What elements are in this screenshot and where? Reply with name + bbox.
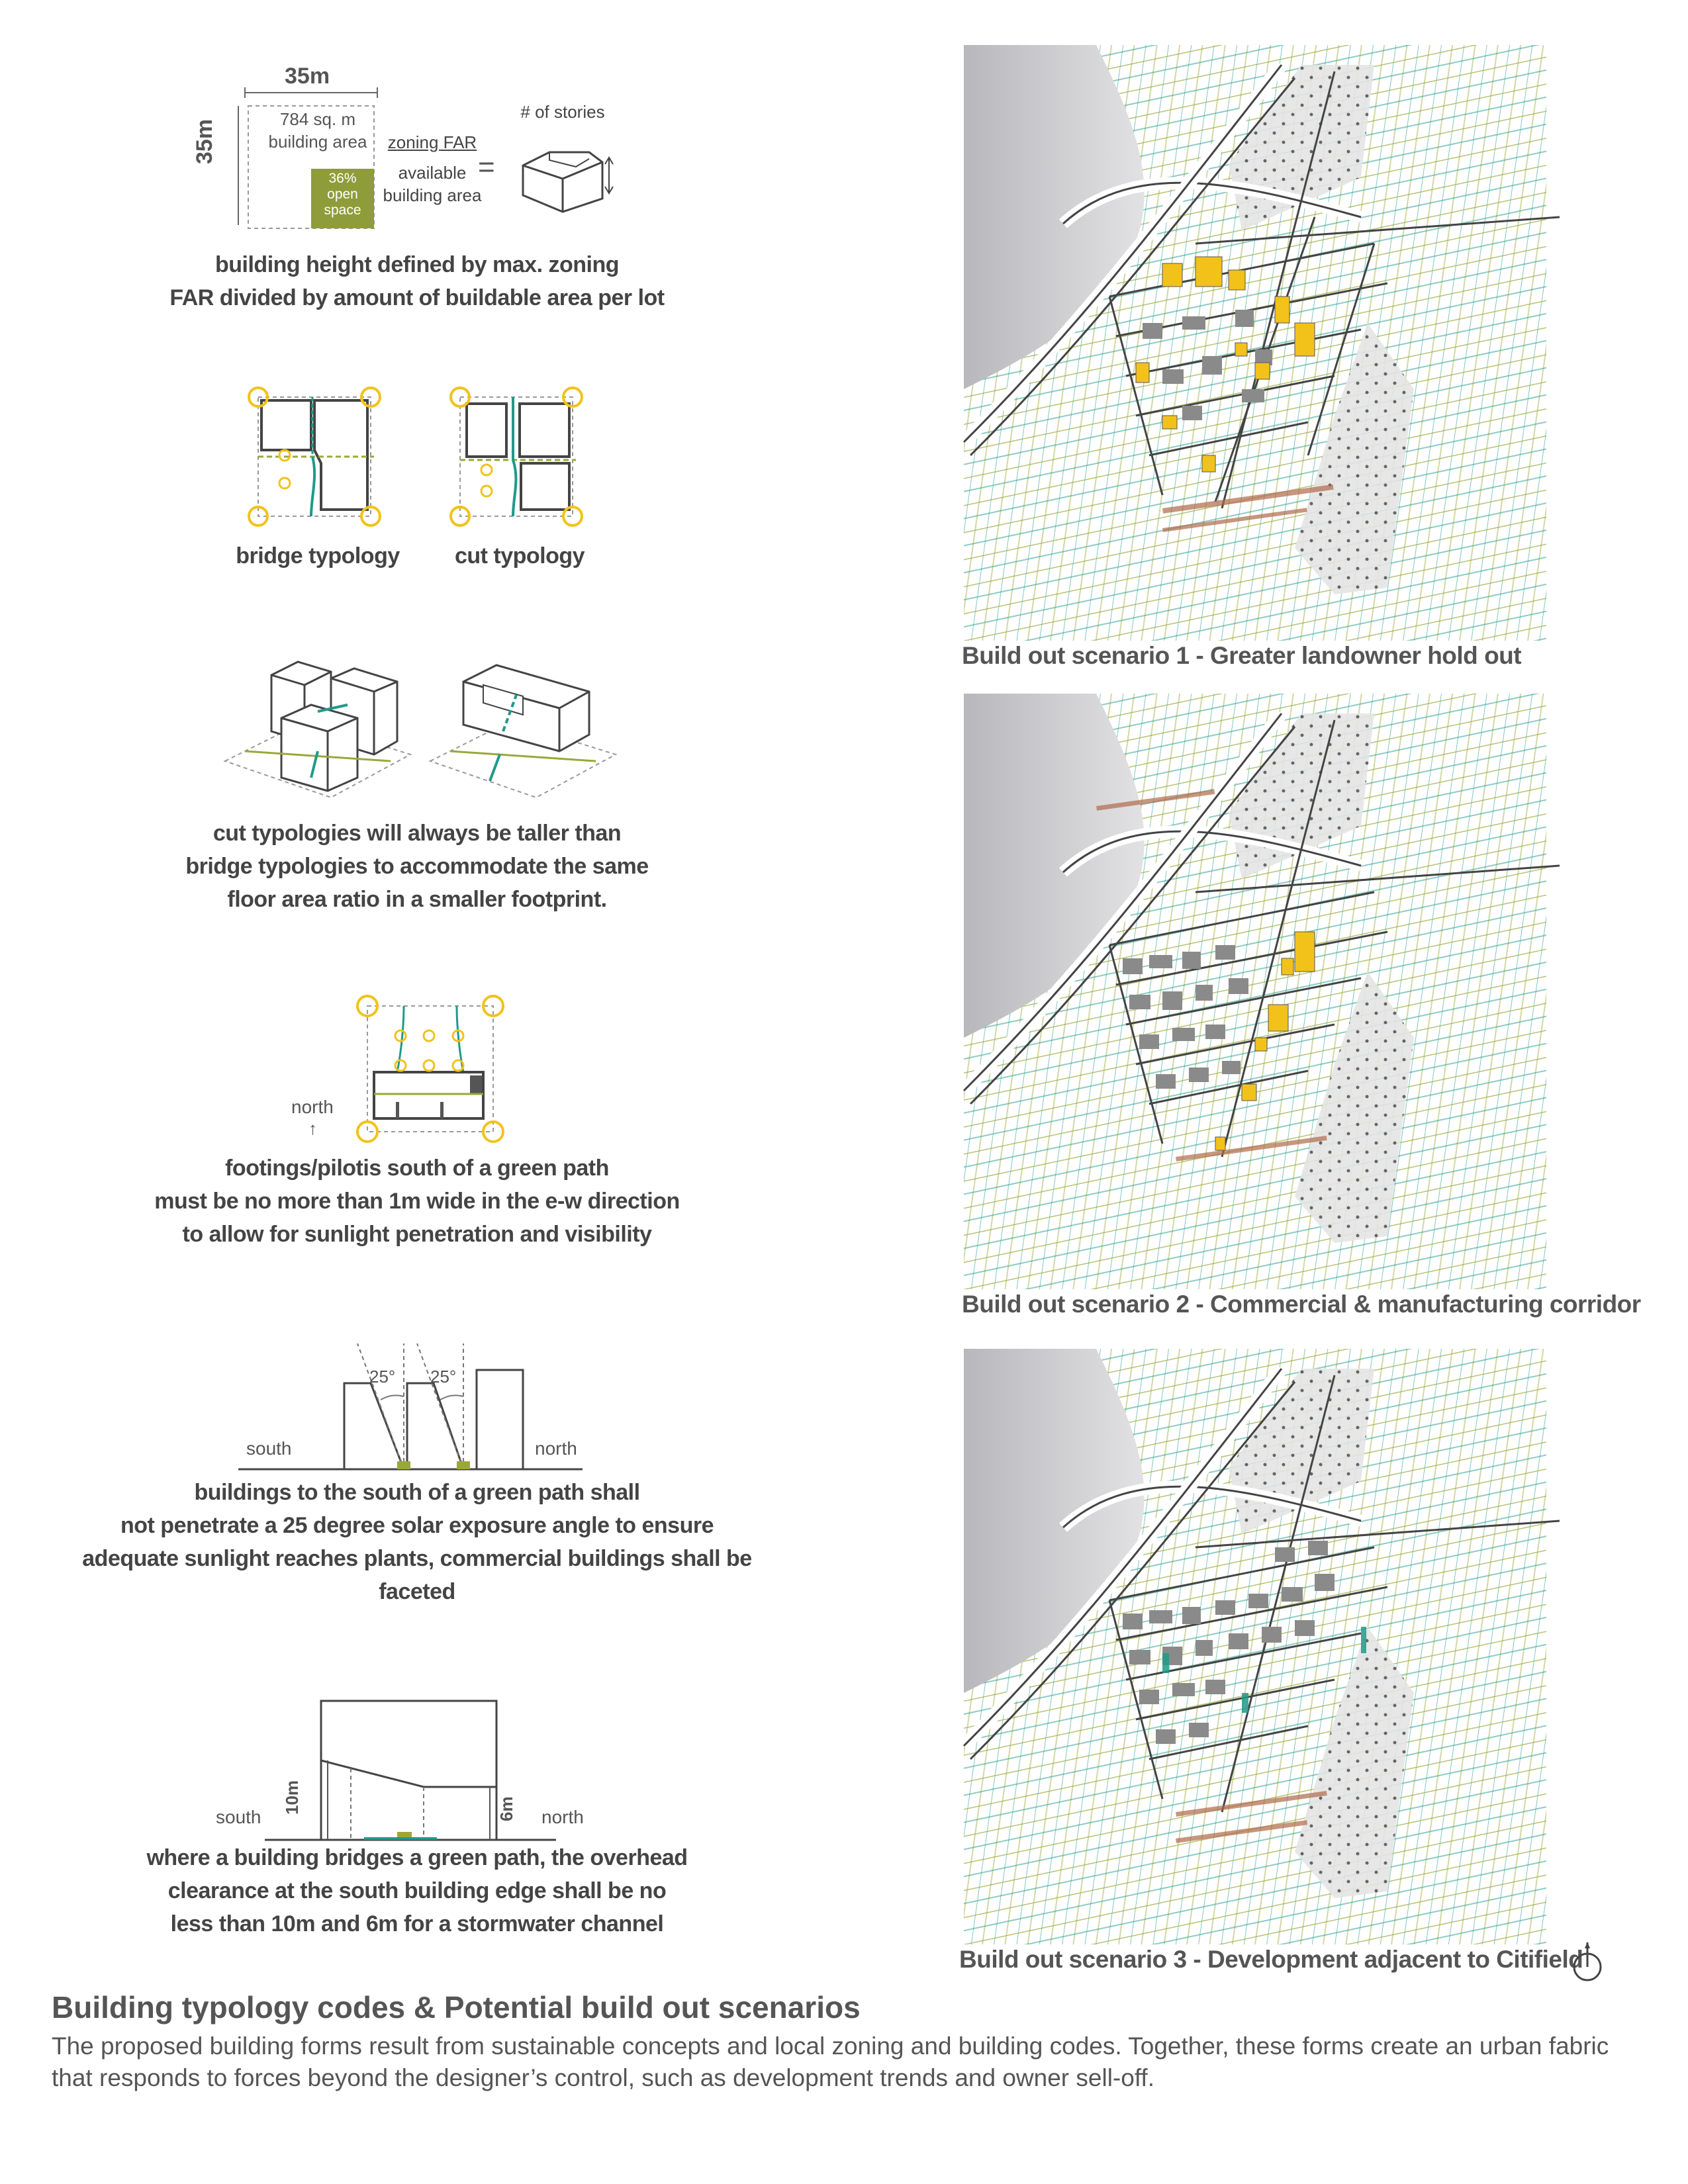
north-label: north: [535, 1438, 577, 1459]
axon-caption-line-2: bridge typologies to accommodate the same: [185, 854, 649, 879]
far-numerator: zoning FAR: [387, 132, 477, 152]
bridge-typology-axon: [218, 655, 417, 807]
south-label: south: [216, 1807, 261, 1827]
clearance-section: [265, 1694, 556, 1846]
map-3-illustration: [964, 1349, 1546, 1944]
open-space-label: [311, 171, 374, 218]
far-caption: [106, 248, 728, 314]
clearance-caption-line-3: less than 10m and 6m for a stormwater channel: [170, 1911, 664, 1936]
solar-angle-caption: [53, 1476, 781, 1608]
bridge-typology-plan: [245, 384, 384, 529]
solar-caption-line-2: not penetrate a 25 degree solar exposure angle to ensure: [120, 1513, 714, 1538]
map-2-caption: Build out scenario 2 - Commercial & manufacturing corridor: [962, 1291, 1641, 1318]
cut-typology-label: cut typology: [454, 543, 585, 569]
denominator-line-1: available: [398, 163, 467, 183]
stories-label: # of stories: [520, 102, 605, 122]
angle-label-1: 25°: [369, 1367, 396, 1387]
north-label: north: [541, 1807, 584, 1827]
footings-caption-line-3: to allow for sunlight penetration and visibility: [182, 1222, 652, 1247]
denominator-line-2: building area: [383, 185, 482, 205]
stories-block-icon: [510, 126, 622, 218]
cut-typology-plan: [447, 384, 586, 529]
area-line-2: building area: [268, 132, 367, 152]
map-1-illustration: [964, 45, 1546, 641]
map-2-illustration: [964, 694, 1546, 1289]
page-title: Building typology codes & Potential build out scenarios: [52, 1990, 861, 2025]
footings-plan: [351, 989, 510, 1148]
area-line-1: 784 sq. m: [279, 109, 356, 129]
map-1-caption: Build out scenario 1 - Greater landowner hold out: [962, 642, 1522, 669]
openspace-line-2: open: [327, 187, 358, 202]
width-dimension-label: 35m: [285, 64, 330, 89]
bridge-typology-label: bridge typology: [236, 543, 400, 569]
clearance-left-dim: 10m: [282, 1780, 302, 1815]
angle-label-2: 25°: [430, 1367, 457, 1387]
axon-caption: [106, 817, 728, 916]
north-compass-icon: [1568, 1939, 1607, 1985]
height-dimension-label: 35m: [192, 118, 217, 164]
north-arrow-icon: ↑: [308, 1118, 317, 1138]
footings-caption: [73, 1152, 761, 1251]
clearance-caption-line-1: where a building bridges a green path, the overhead: [146, 1845, 688, 1870]
solar-caption-line-1: buildings to the south of a green path shall: [194, 1480, 640, 1505]
building-area-label: [252, 108, 384, 153]
south-label: south: [246, 1438, 292, 1459]
openspace-line-3: space: [324, 203, 361, 218]
clearance-caption: [73, 1841, 761, 1940]
far-caption-line-2: FAR divided by amount of buildable area per lot: [169, 285, 665, 310]
far-caption-line-1: building height defined by max. zoning: [215, 252, 619, 277]
axon-caption-line-3: floor area ratio in a smaller footprint.: [227, 887, 607, 912]
map-3-caption: Build out scenario 3 - Development adjacent to Citifield: [959, 1946, 1583, 1973]
cut-typology-axon: [424, 655, 622, 807]
footings-caption-line-2: must be no more than 1m wide in the e-w direction: [154, 1189, 680, 1214]
openspace-line-1: 36%: [328, 171, 357, 186]
page-description: The proposed building forms result from sustainable concepts and local zoning and building codes. Together, these forms create an urban fabric that responds to forces beyond the designer’s control, such as development trends and owner sell-off.: [52, 2032, 1609, 2091]
equals-sign: =: [478, 151, 495, 183]
solar-caption-line-3: adequate sunlight reaches plants, commercial buildings shall be: [82, 1546, 752, 1571]
clearance-right-dim: 6m: [496, 1796, 516, 1821]
footings-caption-line-1: footings/pilotis south of a green path: [225, 1156, 609, 1181]
axon-caption-line-1: cut typologies will always be taller than: [212, 821, 622, 846]
far-denominator: [376, 161, 489, 206]
north-label: north: [291, 1097, 334, 1117]
solar-caption-line-4: faceted: [379, 1579, 455, 1604]
clearance-caption-line-2: clearance at the south building edge shall be no: [167, 1878, 667, 1903]
